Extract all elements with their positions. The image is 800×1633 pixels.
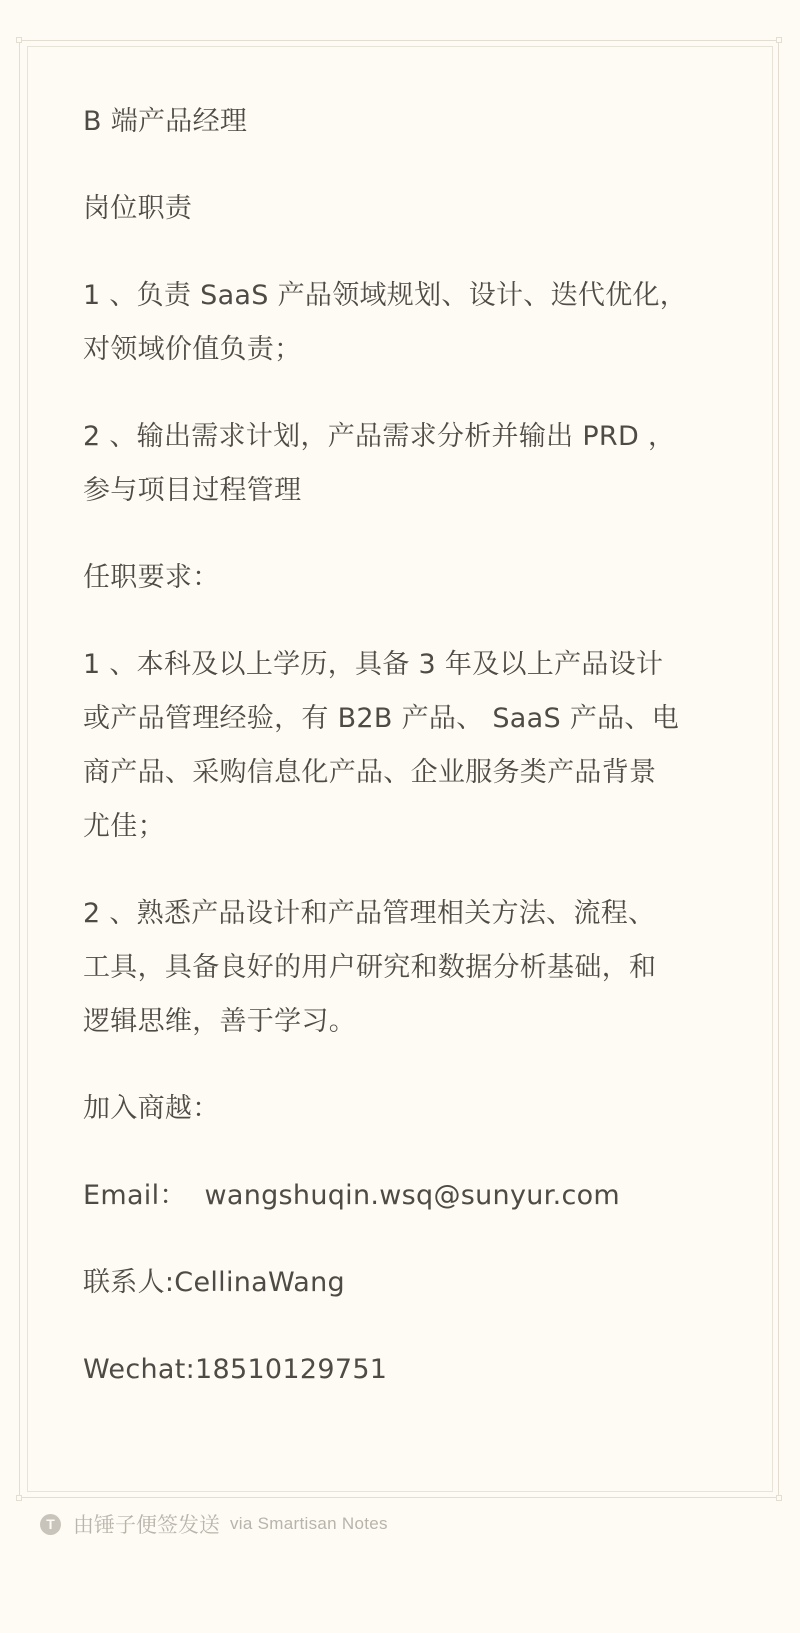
signature-label-cn: 由锤子便签发送: [73, 1513, 220, 1537]
contact-wechat: Wechat:18510129751: [83, 1354, 388, 1385]
note-title: B 端产品经理: [83, 106, 248, 137]
responsibility-item: 1 、负责 SaaS 产品领域规划、设计、迭代优化， 对领域价值负责；: [83, 280, 688, 365]
contact-person: 联系人:CellinaWang: [83, 1267, 345, 1298]
frame-corner-bottom-left: [16, 1495, 22, 1501]
note-body: [83, 95, 723, 1430]
section-heading-responsibilities: 岗位职责: [83, 193, 193, 224]
app-signature: [40, 1512, 388, 1536]
frame-corner-bottom-right: [776, 1495, 782, 1501]
frame-corner-top-left: [16, 37, 22, 43]
smartisan-t-icon: T: [40, 1514, 61, 1535]
frame-corner-top-right: [776, 37, 782, 43]
requirement-item: 1 、本科及以上学历，具备 3 年及以上产品设计 或产品管理经验，有 B2B 产品、 SaaS 产品、电 商产品、采购信息化产品、企业服务类产品背景 尤佳；: [83, 649, 680, 842]
signature-label-en: via Smartisan Notes: [230, 1514, 388, 1533]
section-heading-join: 加入商越：: [83, 1093, 220, 1124]
section-heading-requirements: 任职要求：: [83, 562, 220, 593]
contact-email[interactable]: Email： wangshuqin.wsq@sunyur.com: [83, 1180, 621, 1211]
requirement-item: 2 、熟悉产品设计和产品管理相关方法、流程、 工具，具备良好的用户研究和数据分析基础，和 逻辑思维，善于学习。: [83, 898, 657, 1037]
responsibility-item: 2 、输出需求计划，产品需求分析并输出 PRD ， 参与项目过程管理: [83, 421, 676, 506]
